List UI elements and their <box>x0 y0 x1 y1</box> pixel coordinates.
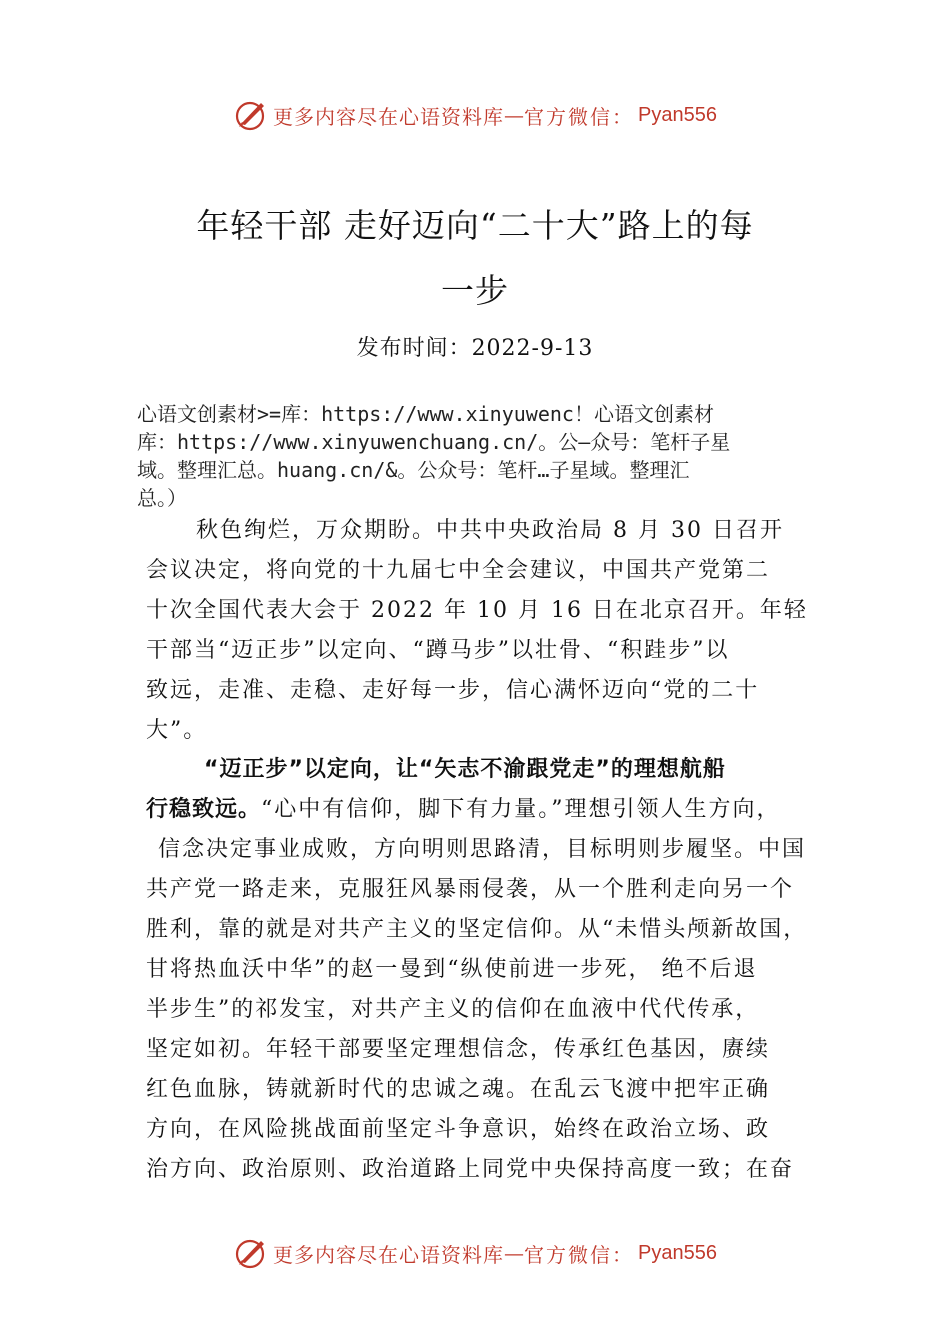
banner-wechat-id: Pyan556 <box>638 103 717 126</box>
quill-logo-icon <box>233 1235 269 1271</box>
header-banner <box>0 95 950 135</box>
text-line: 大”。 <box>146 718 208 743</box>
source-line: 库：https://www.xinyuwenchuang.cn/。公—众号：笔杆子星 <box>137 430 731 454</box>
banner-separator: — <box>504 1241 525 1265</box>
section-heading-end: 行稳致远。 <box>146 797 262 822</box>
source-line: 心语文创素材>=库：https://www.xinyuwenc！心语文创素材 <box>137 402 714 426</box>
banner-separator: — <box>504 103 525 127</box>
text-line: 治方向、政治原则、政治道路上同党中央保持高度一致；在奋 <box>146 1157 795 1182</box>
text-line <box>146 790 836 830</box>
source-line: 总。） <box>137 486 187 510</box>
banner-wechat-id: Pyan556 <box>638 1241 717 1264</box>
article-title-line2: 一步 <box>441 271 509 310</box>
text-line: 共产党一路走来，克服狂风暴雨侵袭，从一个胜利走向另一个 <box>146 877 795 902</box>
text-line: 甘将热血沃中华”的赵一曼到“纵使前进一步死， 绝不后退 <box>146 957 758 982</box>
banner-text: 更多内容尽在心语资料库 <box>273 1242 505 1267</box>
section-heading: “迈正步”以定向，让“矢志不渝跟党走”的理想航船 <box>204 757 726 782</box>
text-line: 坚定如初。年轻干部要坚定理想信念，传承红色基因，赓续 <box>146 1037 771 1062</box>
publish-date: 发布时间：2022-9-13 <box>356 336 594 361</box>
source-line: 域。整理汇总。huang.cn/&。公众号：笔杆…子星域。整理汇 <box>137 458 690 482</box>
text-line: 致远，走准、走稳、走好每一步，信心满怀迈向“党的二十 <box>146 678 760 703</box>
banner-wechat-label: 官方微信： <box>524 104 635 129</box>
text-line: 干部当“迈正步”以定向、“蹲马步”以壮骨、“积跬步”以 <box>146 638 730 663</box>
source-note <box>137 400 827 512</box>
paragraph-intro <box>146 511 836 751</box>
text-line: 方向，在风险挑战面前坚定斗争意识，始终在政治立场、政 <box>146 1117 771 1142</box>
quote-text: “心中有信仰，脚下有力量。”理想引领人生方向， <box>261 797 781 822</box>
quill-logo-icon <box>233 97 269 133</box>
text-line: 信念决定事业成败，方向明则思路清，目标明则步履坚。中国 <box>158 837 807 862</box>
text-line: 胜利，靠的就是对共产主义的坚定信仰。从“未惜头颅新故国， <box>146 917 808 942</box>
text-line: 半步生”的祁发宝，对共产主义的信仰在血液中代代传承， <box>146 997 760 1022</box>
banner-wechat-label: 官方微信： <box>524 1242 635 1267</box>
text-line: 会议决定，将向党的十九届七中全会建议，中国共产党第二 <box>146 558 771 583</box>
text-line: 红色血脉，铸就新时代的忠诚之魂。在乱云飞渡中把牢正确 <box>146 1077 771 1102</box>
article-title-line1: 年轻干部 走好迈向“二十大”路上的每 <box>196 206 754 245</box>
footer-banner <box>0 1233 950 1273</box>
paragraph-section-one <box>146 750 836 1190</box>
text-line: 秋色绚烂，万众期盼。中共中央政治局 8 月 30 日召开 <box>196 518 784 543</box>
text-line: 十次全国代表大会于 2022 年 10 月 16 日在北京召开。年轻 <box>146 598 808 623</box>
banner-text: 更多内容尽在心语资料库 <box>273 104 505 129</box>
